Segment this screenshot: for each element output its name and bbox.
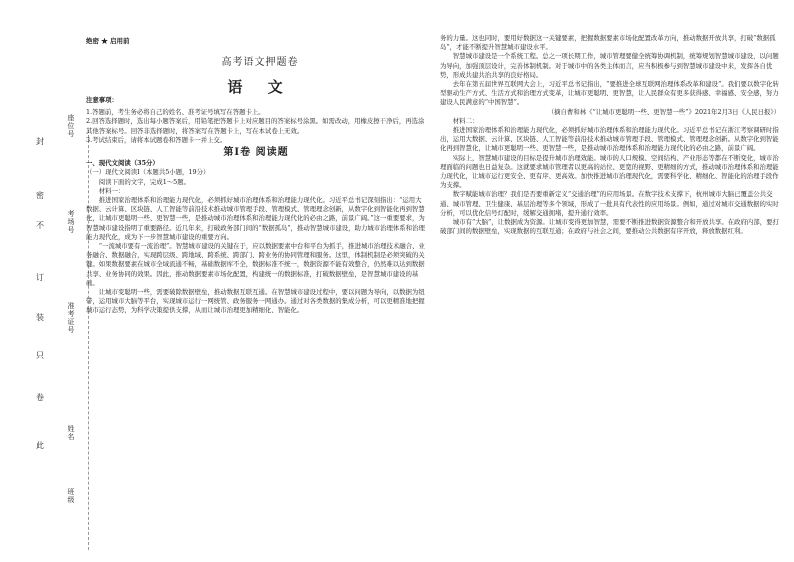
notice-item: 1.答题前，考生务必将自己的姓名、准考证号填写在答题卡上。: [86, 108, 265, 117]
seat-number-field: 座位号: [67, 114, 75, 138]
material-label: 材料一：: [98, 186, 125, 195]
name-field: 姓名: [67, 425, 75, 441]
notice-item: 3.考试结束后，请将本试题卷和答题卡一并上交。: [86, 135, 227, 144]
paragraph: 推进国家治理体系和治理能力现代化，必须抓好城市治理体系和治理能力现代化。习近平总书记深刻指出：“运用大数据、云计算、区块链、人工智能等前沿技术推动城市管理手段、管理模式、管理理念创新，从数字化到智能化再到智慧化，让城市更聪明一些、更智慧一些，是推动城市治理体系和治理能力现代化的必由之路，前景广阔。”这一重要要求，为智慧城市建设指明了重要路径。近几年来，打破政务部门间的“数据孤岛”，推动智慧城市建设，助力城市治理体系和治理能力现代化，成为下一步智慧城市建设的重要方向。: [86, 196, 425, 241]
notice-item: 2.回答选择题时，选出每小题答案后，用铅笔把答题卡上对应题目的答案标号涂黑。如需改动，用橡皮擦干净后，再选涂其他答案标号。回答非选择题时，将答案写在答题卡上，写在本试卷上无效。: [86, 117, 425, 135]
part-title: 第Ⅰ卷 阅读题: [223, 147, 289, 159]
paragraph: 数字赋能城市治理？我们是否要重新定义“交通治理”的应用场景。在数字技术支撑下，杭州城市大脑已覆盖公共交通、城市管理、卫生健康、基层治理等多个领域，形成了一批具有代表性的应用场景。例如，通过对城市交通数据的实时分析，可以优化信号灯配时，缓解交通拥堵，提升通行效率。: [440, 190, 779, 217]
subject-title: 语 文: [227, 78, 293, 96]
source-citation: （摘自曹和林《“让城市更聪明一些、更智慧一些”》2021年2月3日《人民日报》）: [547, 107, 780, 116]
notice-title: 注意事项：: [86, 96, 118, 104]
paragraph: 去年在第五届世界互联网大会上，习近平总书记指出，“要推进全球互联网治理体系改革和建设”。我们要以数字化转型驱动生产方式、生活方式和治理方式变革，让城市更聪明、更智慧，让人民群众有更多获得感、幸福感、安全感，努力建设人民满意的“中国智慧”。: [440, 80, 779, 107]
binding-char: 不: [36, 221, 44, 230]
paragraph: 推进国家治理体系和治理能力现代化，必须抓好城市治理体系和治理能力现代化。习近平总书记在浙江考察调研时指出，运用大数据、云计算、区块链、人工智能等前沿技术推动城市管理手段、管理模式、管理理念创新。从数字化到智能化再到智慧化，让城市更聪明一些、更智慧一些，是推动城市治理体系和治理能力现代化的必由之路，前景广阔。: [440, 126, 779, 153]
paragraph: 实际上，智慧城市建设的目标是提升城市治理效能。城市的人口规模、空间结构、产业形态等都在不断变化，城市治理面临的问题也日益复杂。这就要求城市管理者以更高的站位、更宽的视野、更精细的方式，推动城市治理体系和治理能力现代化，让城市运行更安全、更有序、更高效。加快推进城市治理现代化，需要科学化、精细化、智能化的治理手段作为支撑。: [440, 153, 779, 190]
binding-char: 订: [36, 273, 44, 282]
paragraph: 务的力量。这也同时，要用好数据这一关键要素，把握数据要素市场化配置改革方向，推动数据开放共享，打破“数据孤岛”，才能不断提升智慧城市建设水平。: [440, 34, 776, 52]
right-column: [440, 34, 780, 236]
secret-label: 绝密 ★ 启用前: [86, 37, 130, 45]
subsection-heading: （一）现代文阅读Ⅰ（本题共5小题，19分）: [86, 168, 210, 177]
binding-margin: [26, 40, 86, 540]
exam-title: 高考语文押题卷: [221, 57, 299, 68]
binding-char: 卷: [36, 393, 44, 402]
admission-number-field: 准考证号: [67, 302, 75, 334]
binding-char: 封: [36, 137, 44, 146]
binding-char: 此: [36, 441, 44, 450]
exam-room-field: 考场号: [67, 210, 75, 234]
left-column: [86, 96, 426, 316]
class-field: 班级: [67, 488, 75, 504]
binding-char: 只: [36, 351, 44, 360]
section-heading: 一、现代文阅读（35分）: [86, 159, 159, 168]
paragraph: “一流城市要有一流治理”。智慧城市建设的关键在于，应以数据要素中台和平台为抓手，推进城市治理技术融合、业务融合、数据融合，实现跨层级、跨地域、跨系统、跨部门、跨业务的协同管理和服务。这里，体制机制是必须突破的关键。如果数据要素在城市全域流通不畅，基础数据库不全，数据标准不统一，数据资源不能有效整合，仍然难以达到数据共享、业务协同的效果。因此，推动数据要素市场化配置，构建统一的数据标准，打破数据壁垒，是智慧城市建设的基础。: [86, 242, 425, 287]
binding-char: 装: [36, 313, 44, 322]
paragraph: 让城市变聪明一些，需要破除数据壁垒，推动数据互联互通。在智慧城市建设过程中，要以问题为导向，以数据为纽带，运用城市大脑等平台，实现城市运行一网统管、政务服务一网通办。通过对各类数据的集成分析，可以更精准地把握城市运行态势，为科学决策提供支撑，从而让城市治理更加精细化、智能化。: [86, 288, 425, 315]
paragraph: 智慧城市建设是一个系统工程。总之一项长期工作，城市管理要健全统筹协调机制，统筹规划智慧城市建设，以问题为导向，加强顶层设计，完善体制机制。对于城市中的各类主体而言，应当积极参与到智慧城市建设中来，发挥各自优势，形成共建共治共享的良好格局。: [440, 52, 779, 79]
paragraph: 城市有“大脑”，让数据成为资源。让城市变得更加智慧，需要不断推进数据资源整合和开放共享。在政府内部，要打破部门间的数据壁垒，实现数据的互联互通；在政府与社会之间，要推动公共数据有序开放，释放数据红利。: [440, 218, 779, 236]
binding-char: 密: [36, 191, 44, 200]
instruction: 阅读下面的文字，完成1～5题。: [98, 177, 191, 186]
material-label: 材料二：: [452, 116, 479, 125]
